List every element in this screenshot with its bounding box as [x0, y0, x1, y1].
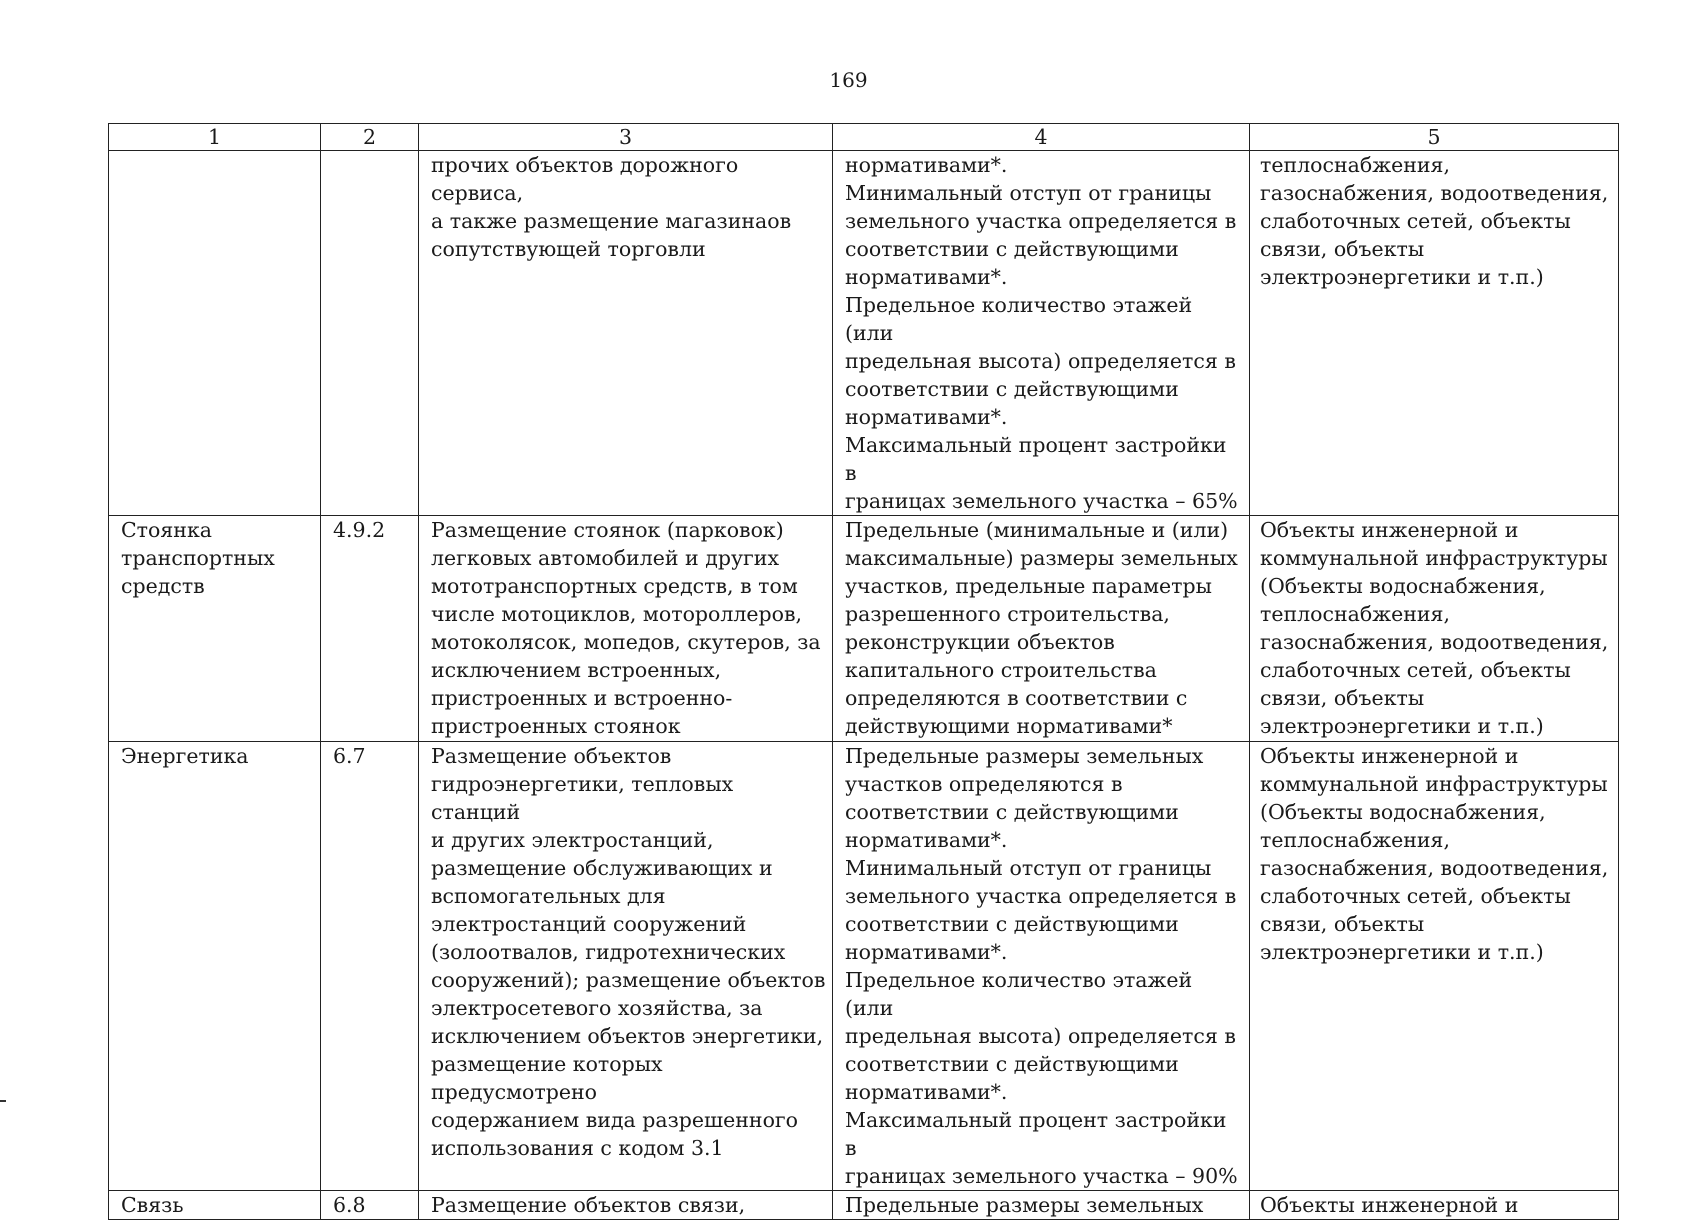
parameters-cell: нормативами*. Минимальный отступ от границы земельного участка определяется в соответствии с действующими нормативами*. Предельное количество этажей (или предельная высота) определяется в соответствии с действующими нормативами*. Максимальный процент застройки в границах земельного участка – 65% [833, 151, 1250, 516]
table-header-row [109, 124, 1619, 151]
table-row [109, 151, 1619, 516]
parameters-cell: Предельные размеры земельных участков определяются в соответствии с действующими нормативами*. Минимальный отступ от границы земельного участка определяется в соответствии с действующими нормативами*. Предельное количество этажей (или предельная высота) определяется в соответствии с действующими нормативами*. Максимальный процент застройки в границах земельного участка – 90% [833, 742, 1250, 1191]
use-name-cell [109, 151, 321, 516]
column-header-1: 1 [109, 124, 321, 151]
table-row [109, 1191, 1619, 1220]
infrastructure-cell: теплоснабжения, газоснабжения, водоотведения, слаботочных сетей, объекты связи, объекты электроэнергетики и т.п.) [1250, 151, 1619, 516]
column-header-2: 2 [321, 124, 419, 151]
use-name-cell: Энергетика [109, 742, 321, 1191]
use-name-cell: Связь [109, 1191, 321, 1220]
page-number: 169 [829, 68, 868, 92]
infrastructure-cell: Объекты инженерной и коммунальной инфраструктуры (Объекты водоснабжения, теплоснабжения, газоснабжения, водоотведения, слаботочных сетей, объекты связи, объекты электроэнергетики и т.п.) [1250, 516, 1619, 742]
use-description-cell: Размещение объектов гидроэнергетики, тепловых станций и других электростанций, размещение обслуживающих и вспомогательных для электростанций сооружений (золоотвалов, гидротехнических сооружений); размещение объектов электросетевого хозяйства, за исключением объектов энергетики, размещение которых предусмотрено содержанием вида разрешенного использования с кодом 3.1 [419, 742, 833, 1191]
column-header-3: 3 [419, 124, 833, 151]
use-name-cell: Стоянка транспортных средств [109, 516, 321, 742]
parameters-cell: Предельные (минимальные и (или) максимальные) размеры земельных участков, предельные параметры разрешенного строительства, реконструкции объектов капитального строительства определяются в соответствии с действующими нормативами* [833, 516, 1250, 742]
use-description-cell: Размещение стоянок (парковок) легковых автомобилей и других мототранспортных средств, в том числе мотоциклов, мотороллеров, мотоколясок, мопедов, скутеров, за исключением встроенных, пристроенных и встроенно- пристроенных стоянок [419, 516, 833, 742]
table-row [109, 742, 1619, 1191]
land-use-table [108, 123, 1619, 1220]
infrastructure-cell: Объекты инженерной и [1250, 1191, 1619, 1220]
use-code-cell: 4.9.2 [321, 516, 419, 742]
use-code-cell: 6.7 [321, 742, 419, 1191]
column-header-5: 5 [1250, 124, 1619, 151]
use-description-cell: прочих объектов дорожного сервиса, а также размещение магазинаов сопутствующей торговли [419, 151, 833, 516]
use-code-cell [321, 151, 419, 516]
use-description-cell: Размещение объектов связи, [419, 1191, 833, 1220]
parameters-cell: Предельные размеры земельных [833, 1191, 1250, 1220]
infrastructure-cell: Объекты инженерной и коммунальной инфраструктуры (Объекты водоснабжения, теплоснабжения, газоснабжения, водоотведения, слаботочных сетей, объекты связи, объекты электроэнергетики и т.п.) [1250, 742, 1619, 1191]
column-header-4: 4 [833, 124, 1250, 151]
use-code-cell: 6.8 [321, 1191, 419, 1220]
margin-mark [0, 1100, 6, 1102]
table-row [109, 516, 1619, 742]
